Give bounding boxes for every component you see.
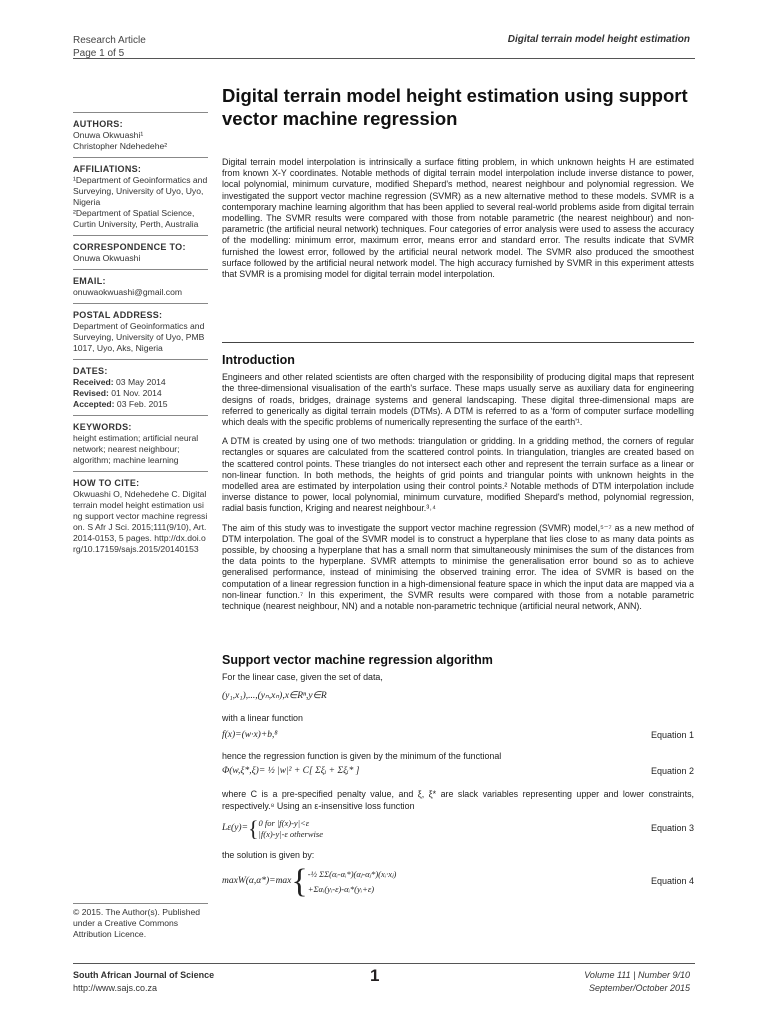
correspondence-name: Onuwa Okwuashi [73,253,141,263]
accepted-label: Accepted: [73,399,115,409]
abstract-divider [222,342,694,343]
abstract-text: Digital terrain model interpolation is intrinsically a surface fitting problem, in which unknown heights H are estimated from known X-Y coordinates. Notable methods of digital terrain model interpolation include inverse distance to power, local polynomial, minimum curvature, modified Shepard's method, nearest neighbour and polynomial regression. We investigated the support vector machine regression (SVMR) as a new alternative method to these models. SVMR is a contemporary machine learning algorithm that has been applied to several real-world problems aside from digital terrain modelling. The SVMR results were compared with those from notable parametric (the nearest neighbour) and non-parametric (the artificial neural network) techniques. Four categories of error analysis were used to assess the accuracy of the modelling: minimum error, maximum error, means error and standard error. The results indicate that SVMR furnished the lowest error, followed by the artificial neural network model. The SVMR also produced the smoothest surface followed by the artificial neural network model. The high accuracy furnished by SVMR in this experiment attests that SVMR is a promising model for digital terrain model interpolation. [222,157,694,280]
equation-4-lhs: maxW(α,α*)=max [222,876,292,887]
equation-3 [222,815,694,841]
equation-4-math [222,865,396,899]
equation-3-math [222,815,323,841]
equation-4-label: Equation 4 [650,876,694,887]
equation-1 [222,730,694,741]
page-indicator: Page 1 of 5 [73,48,125,59]
volume-number: Volume 111 | Number 9/10 [584,970,690,980]
paragraph: the solution is given by: [222,849,315,860]
equation-3-case-1: 0 for |f(x)-y|<ε [258,817,310,828]
sidebar-divider [73,359,208,360]
equation-3-case-2: |f(x)-y|-ε otherwise [258,828,323,839]
affiliations-block [73,157,208,230]
sidebar-divider [73,112,208,113]
keywords-list: height estimation; artificial neural network; nearest neighbour; algorithm; machine learning [73,433,199,465]
equation-4-term-2: +Σαᵢ(yᵢ-ε)-αᵢ*(yᵢ+ε) [307,884,375,895]
sidebar-divider [73,415,208,416]
equation-4-term-1: -½ ΣΣ(αᵢ-αᵢ*)(αⱼ-αⱼ*)(xᵢ·xⱼ) [307,869,397,880]
running-header-left [73,34,146,60]
footer-issue [584,969,690,995]
introduction-heading: Introduction [222,353,295,367]
equation-4-terms [308,867,397,897]
brace-glyph: { [291,863,308,901]
sidebar-divider [73,903,208,904]
abstract [222,157,694,288]
license-text: © 2015. The Author(s). Published under a Creative Commons Attribution Licence. [73,907,201,939]
journal-name: South African Journal of Science [73,970,215,980]
revised-label: Revised: [73,388,109,398]
dates-block [73,359,208,410]
email-heading: EMAIL: [73,276,106,286]
postal-heading: POSTAL ADDRESS: [73,310,163,320]
license-block [73,903,208,940]
paragraph: The aim of this study was to investigate the support vector machine regression (SVMR) model,⁵⁻⁷ as a new method of DTM interpolation. The goal of the SVMR model is to construct a hyperplane that lies close to as many data points as possible, by choosing a hyperplane that has a small norm that simultaneously minimises the sum of the distances from the data points to the hyperplane. SVMR attempts to minimise the generalisation error bound so as to achieve generalised performance, instead of minimising the observed training error. The idea of SVMR is based on the computation of a linear regression function in a high-dimensional feature space in which the input data are mapped via a non-linear function.⁷ In this experiment, the SVMR results were compared with those from a notable parametric technique (nearest neighbour, NN) and a notable non-parametric technique (artificial neural network, ANN). [222,522,694,612]
paragraph: For the linear case, given the set of data, [222,672,383,683]
sidebar-divider [73,303,208,304]
postal-block [73,303,208,354]
sidebar-divider [73,269,208,270]
correspondence-heading: CORRESPONDENCE TO: [73,242,186,252]
keywords-heading: KEYWORDS: [73,422,132,432]
paragraph: with a linear function [222,712,303,723]
paragraph: A DTM is created by using one of two methods: triangulation or gridding. In a gridding method, the corners of regular rectangles or squares are calculated from the scattered control points. In triangulation, triangles are created based on the scattered control points. These triangles do not intersect each other and represent the terrain surface as a linear or non-linear function. In both methods, the heights of grid points and triangular points with unknown heights in the modelled area are estimated by interpolation using their control points.² Notable methods of DTM interpolation include inverse distance to power, local polynomial, minimum curvature, modified Shepard's method, polynomial regression, radial basis function, Kriging and nearest neighbour.³˒⁴ [222,436,694,514]
postal-address: Department of Geoinformatics and Surveying, University of Uyo, PMB 1017, Uyo, Aks, Nigeria [73,321,205,353]
date-accepted [73,399,208,410]
paragraph: Engineers and other related scientists are often charged with the responsibility of producing digital maps that represent the three-dimensional visualisation of the earth's surface. These maps usually serve as auxiliary data for engineering designs of roads, bridges, drainage systems and general landscaping. These digital three-dimensional maps are referred to generically as digital terrain models (DTMs). A DTM is referred to as a 'form of computer surface modelling which deals with the specific problems of numerically representing the surface of the earth'¹. [222,372,694,428]
equation-4 [222,865,694,899]
equation-2-math: Φ(w,ξ*,ξ)= ½ |w|² + C[ Σξᵢ + Σξᵢ* ] [222,766,360,777]
author-1: Onuwa Okwuashi¹ [73,130,144,140]
article-type: Research Article [73,35,146,46]
equation-3-lhs: Lε(y)= [222,823,248,834]
date-received [73,377,208,388]
affiliation-2: ²Department of Spatial Science, Curtin University, Perth, Australia [73,208,199,229]
brace-glyph: { [247,815,259,841]
accepted-value: 03 Feb. 2015 [114,399,168,409]
running-title: Digital terrain model height estimation [507,34,690,45]
issue-date: September/October 2015 [588,983,690,993]
page-number: 1 [370,966,380,985]
equation-3-label: Equation 3 [650,823,694,834]
footer-divider [73,963,695,964]
email-block [73,269,208,298]
equation-2 [222,766,694,777]
dates-heading: DATES: [73,366,108,376]
svmr-heading: Support vector machine regression algorithm [222,653,493,667]
svmr-section [222,655,694,899]
journal-url[interactable]: http://www.sajs.co.za [73,983,158,993]
equation-1-label: Equation 1 [650,729,694,740]
affiliations-heading: AFFILIATIONS: [73,164,142,174]
correspondence-block [73,235,208,264]
email-address[interactable]: onuwaokwuashi@gmail.com [73,287,183,297]
paragraph: where C is a pre-specified penalty value, and ξ, ξ* are slack variables representing upper and lower constraints, respectively.⁸ Using an ε-insensitive loss function [222,789,694,811]
equation-2-label: Equation 2 [650,766,694,777]
equation-1-math: f(x)=(w·x)+b,⁸ [222,729,278,740]
sidebar-divider [73,471,208,472]
affiliation-1: ¹Department of Geoinformatics and Surveying, University of Uyo, Uyo, Nigeria [73,175,208,207]
keywords-block [73,415,208,466]
sidebar [73,112,208,560]
author-2: Christopher Ndehedehe² [73,141,168,151]
revised-value: 01 Nov. 2014 [108,388,162,398]
cite-block [73,471,208,555]
received-label: Received: [73,377,114,387]
citation-text: Okwuashi O, Ndehedehe C. Digital terrain model height estimation using support vector machine regression. S Afr J Sci. 2015;111(9/10), Art. 2014-0153, 5 pages. http://dx.doi.org/10.17159/sajs.2015/20140153 [73,489,208,554]
paper-title: Digital terrain model height estimation using support vector machine regression [222,85,688,129]
introduction-section [222,355,694,620]
data-set-expression [222,691,694,702]
paragraph: hence the regression function is given by the minimum of the functional [222,751,502,762]
date-revised [73,388,208,399]
authors-block [73,112,208,152]
cite-heading: HOW TO CITE: [73,478,140,488]
received-value: 03 May 2014 [113,377,166,387]
header-divider [73,58,695,59]
sidebar-divider [73,157,208,158]
equation-3-cases [259,818,323,840]
footer-journal [73,969,214,995]
data-set-math: (y₁,x₁),...,(yₙ,xₙ),x∈Rⁿ,y∈R [222,691,327,702]
sidebar-divider [73,235,208,236]
authors-heading: AUTHORS: [73,119,123,129]
